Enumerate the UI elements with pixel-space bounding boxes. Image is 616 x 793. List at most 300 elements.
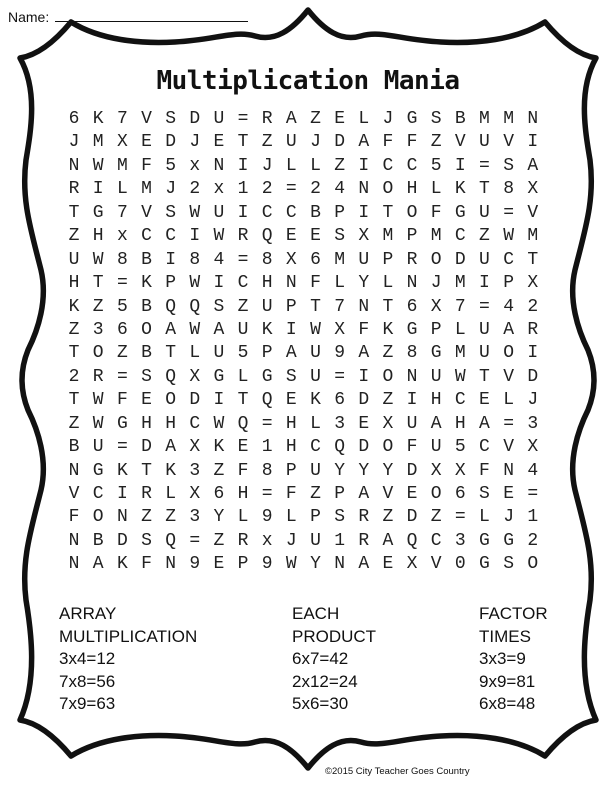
grid-cell: I [189,226,201,247]
grid-cell: Q [165,366,177,387]
grid-cell: N [358,296,370,317]
grid-cell: M [430,226,442,247]
grid-cell: A [92,554,104,575]
word-list-item: 5x6=30 [292,694,349,713]
grid-cell: G [430,343,442,364]
grid-cell: N [406,273,418,294]
grid-cell: F [68,507,80,528]
grid-cell: Z [116,343,128,364]
grid-cell: W [92,249,104,270]
grid-cell: B [141,296,152,317]
grid-cell: A [165,319,177,340]
grid-cell: U [430,366,442,387]
grid-cell: 7 [116,109,128,129]
grid-row [62,131,545,154]
grid-cell: E [310,226,321,247]
grid-cell: J [310,132,321,153]
grid-cell: L [310,413,321,434]
grid-cell: Q [165,530,177,551]
grid-cell: = [189,530,201,551]
grid-cell: I [479,273,490,294]
grid-cell: F [430,202,442,223]
grid-cell: P [261,343,273,364]
grid-cell: T [237,132,249,153]
grid-cell: R [406,249,418,270]
grid-cell: K [454,179,466,200]
grid-cell: U [310,366,321,387]
grid-cell: B [310,202,321,223]
grid-cell: I [406,390,418,411]
grid-cell: N [116,507,128,528]
grid-cell: C [237,273,249,294]
grid-cell: R [68,179,80,200]
grid-row [62,553,545,576]
grid-cell: K [213,437,225,458]
grid-cell: R [261,109,273,129]
grid-cell: M [527,226,539,247]
grid-cell: D [141,437,152,458]
grid-cell: V [141,109,152,129]
grid-cell: S [503,554,514,575]
grid-cell: x [261,530,273,551]
grid-cell: I [237,202,249,223]
grid-cell: P [285,296,297,317]
grid-cell: G [406,319,418,340]
grid-cell: R [358,507,370,528]
grid-cell: 9 [334,343,346,364]
grid-cell: K [68,296,80,317]
grid-cell: D [358,390,370,411]
grid-cell: C [406,155,418,176]
grid-cell: V [454,132,466,153]
grid-cell: 8 [503,179,514,200]
grid-cell: L [334,273,346,294]
grid-cell: L [454,319,466,340]
grid-cell: N [285,273,297,294]
grid-cell: 9 [261,554,273,575]
grid-cell: H [285,437,297,458]
word-list-item: MULTIPLICATION [59,626,198,646]
grid-cell: U [479,343,490,364]
grid-cell: Q [237,413,249,434]
grid-cell: X [116,132,128,153]
grid-cell: H [285,413,297,434]
grid-cell: X [382,413,394,434]
word-list-item: 7x8=56 [59,671,116,691]
grid-cell: D [406,460,418,481]
grid-cell: F [382,132,394,153]
grid-cell: O [382,437,394,458]
grid-cell: Z [430,507,442,528]
grid-cell: U [310,530,321,551]
grid-cell: 2 [527,296,539,317]
grid-cell: G [116,413,128,434]
grid-cell: 3 [189,507,201,528]
grid-cell: I [358,366,370,387]
grid-cell: Q [334,437,346,458]
grid-cell: R [237,226,249,247]
grid-cell: M [503,109,514,129]
grid-cell: N [68,460,80,481]
grid-cell: G [92,460,104,481]
grid-cell: 9 [261,507,273,528]
grid-cell: I [92,179,104,200]
grid-cell: = [285,179,297,200]
grid-cell: T [237,390,249,411]
grid-row [62,530,545,553]
grid-cell: E [237,437,249,458]
grid-cell: B [92,530,104,551]
grid-cell: U [310,460,321,481]
grid-cell: E [285,226,297,247]
grid-cell: A [358,554,370,575]
word-list-item: 2x12=24 [292,671,358,691]
grid-row [62,296,545,319]
grid-cell: L [189,343,201,364]
grid-cell: Q [406,530,418,551]
grid-cell: P [165,273,177,294]
grid-cell: F [358,319,370,340]
grid-cell: 2 [68,366,80,387]
grid-cell: W [213,413,225,434]
grid-cell: T [382,202,394,223]
grid-cell: I [237,155,249,176]
grid-cell: Z [213,530,225,551]
grid-cell: X [285,249,297,270]
name-label: Name: [8,9,50,25]
grid-cell: P [382,249,394,270]
grid-cell: L [382,273,394,294]
grid-cell: M [454,273,466,294]
grid-cell: 6 [68,109,80,129]
grid-cell: W [310,319,321,340]
grid-cell: Z [479,226,490,247]
word-list-column-1 [59,603,197,716]
grid-cell: J [165,179,177,200]
grid-cell: L [358,109,370,129]
word-list-item: 9x9=81 [479,671,536,691]
grid-cell: W [92,390,104,411]
grid-cell: K [92,109,104,129]
grid-cell: L [165,484,177,504]
grid-cell: N [406,366,418,387]
grid-cell: I [527,132,539,153]
grid-cell: H [430,390,442,411]
grid-cell: I [116,484,128,504]
grid-cell: 7 [454,296,466,317]
grid-cell: 5 [430,155,442,176]
grid-cell: N [527,109,539,129]
grid-cell: U [92,437,104,458]
grid-cell: F [141,155,152,176]
grid-cell: D [334,132,346,153]
grid-cell: 1 [334,530,346,551]
grid-cell: Z [165,507,177,528]
grid-cell: W [454,366,466,387]
grid-cell: W [189,273,201,294]
grid-cell: I [285,319,297,340]
grid-cell: Q [189,296,201,317]
grid-cell: P [285,460,297,481]
grid-cell: C [92,484,104,504]
grid-cell: U [68,249,80,270]
grid-cell: H [454,413,466,434]
grid-cell: Y [213,507,225,528]
grid-cell: = [454,507,466,528]
grid-cell: Y [310,554,321,575]
grid-row [62,483,545,506]
grid-cell: Y [334,460,346,481]
grid-cell: T [92,273,104,294]
grid-cell: 5 [116,296,128,317]
grid-row [62,413,545,436]
grid-cell: U [285,132,297,153]
grid-cell: 3 [92,319,104,340]
grid-cell: X [527,437,539,458]
grid-cell: T [68,202,80,223]
grid-cell: 1 [261,437,273,458]
grid-cell: C [261,202,273,223]
grid-cell: U [406,413,418,434]
grid-cell: Q [165,296,177,317]
grid-cell: L [116,179,128,200]
grid-cell: S [479,484,490,504]
grid-cell: F [479,460,490,481]
grid-cell: = [527,484,539,504]
grid-cell: A [527,155,539,176]
grid-cell: V [382,484,394,504]
grid-cell: P [334,202,346,223]
grid-cell: E [334,109,346,129]
grid-cell: W [285,554,297,575]
grid-cell: C [189,413,201,434]
grid-cell: 6 [334,390,346,411]
grid-cell: Y [358,273,370,294]
grid-cell: T [310,296,321,317]
grid-cell: L [237,366,249,387]
grid-cell: Z [310,109,321,129]
grid-cell: R [358,530,370,551]
grid-cell: 1 [527,507,539,528]
grid-cell: = [503,413,514,434]
word-list-item: EACH [292,604,340,623]
grid-cell: P [334,484,346,504]
grid-cell: Z [68,226,80,247]
grid-cell: O [527,554,539,575]
grid-cell: I [527,343,539,364]
grid-cell: C [141,226,152,247]
grid-cell: P [406,226,418,247]
grid-row [62,319,545,342]
grid-cell: E [479,390,490,411]
grid-cell: R [527,319,539,340]
grid-cell: Z [92,296,104,317]
grid-row [62,366,545,389]
grid-cell: F [285,484,297,504]
grid-cell: Z [141,507,152,528]
grid-cell: K [165,460,177,481]
grid-cell: 8 [116,249,128,270]
grid-cell: Z [310,484,321,504]
grid-cell: X [527,273,539,294]
grid-cell: 3 [334,413,346,434]
grid-cell: A [285,343,297,364]
grid-cell: Q [261,390,273,411]
grid-cell: D [189,109,201,129]
grid-cell: Z [68,413,80,434]
grid-cell: C [454,226,466,247]
grid-cell: K [382,319,394,340]
grid-cell: 5 [237,343,249,364]
grid-cell: A [358,484,370,504]
grid-cell: Z [334,155,346,176]
grid-cell: G [213,366,225,387]
grid-cell: = [116,437,128,458]
grid-cell: 4 [334,179,346,200]
grid-cell: O [165,390,177,411]
grid-cell: S [165,202,177,223]
grid-cell: H [92,226,104,247]
grid-row [62,342,545,365]
grid-cell: X [430,460,442,481]
grid-cell: Y [382,460,394,481]
grid-cell: X [358,226,370,247]
grid-cell: N [503,460,514,481]
grid-cell: U [237,319,249,340]
grid-cell: Q [261,226,273,247]
grid-cell: 6 [213,484,225,504]
grid-cell: U [358,249,370,270]
grid-cell: M [382,226,394,247]
grid-cell: D [454,249,466,270]
grid-cell: O [92,343,104,364]
grid-cell: R [237,530,249,551]
grid-row [62,225,545,248]
grid-cell: 9 [189,554,201,575]
grid-cell: 8 [261,249,273,270]
grid-cell: 3 [454,530,466,551]
grid-cell: = [237,249,249,270]
grid-cell: S [165,109,177,129]
grid-cell: F [141,554,152,575]
grid-cell: E [503,484,514,504]
grid-cell: F [310,273,321,294]
grid-cell: U [213,109,225,129]
grid-row [62,460,545,483]
grid-cell: P [310,507,321,528]
grid-cell: 4 [213,249,225,270]
grid-cell: T [479,179,490,200]
grid-cell: F [406,132,418,153]
word-list-column-2 [292,603,376,716]
word-list-item: 6x7=42 [292,649,349,668]
grid-cell: K [141,273,152,294]
grid-cell: x [116,226,128,247]
word-list-item: FACTOR [479,604,548,623]
grid-cell: 5 [454,437,466,458]
grid-cell: X [406,554,418,575]
grid-cell: 6 [116,319,128,340]
grid-cell: C [454,390,466,411]
grid-cell: G [92,202,104,223]
grid-cell: V [141,202,152,223]
grid-cell: E [406,484,418,504]
word-list-column-3 [479,603,548,716]
grid-cell: A [213,319,225,340]
grid-cell: X [527,179,539,200]
grid-cell: N [68,554,80,575]
grid-cell: N [358,179,370,200]
grid-cell: R [92,366,104,387]
word-list-item: PRODUCT [292,626,377,646]
grid-cell: F [116,390,128,411]
grid-cell: E [382,554,394,575]
grid-cell: O [503,343,514,364]
grid-cell: B [141,249,152,270]
grid-cell: 6 [406,296,418,317]
grid-cell: C [479,437,490,458]
grid-cell: E [141,390,152,411]
grid-cell: M [116,155,128,176]
grid-cell: 2 [261,179,273,200]
grid-row [62,249,545,272]
grid-cell: W [503,226,514,247]
grid-cell: A [358,132,370,153]
grid-cell: I [358,155,370,176]
copyright-notice: ©2015 City Teacher Goes Country [325,766,470,777]
grid-cell: 0 [454,554,466,575]
grid-cell: U [213,202,225,223]
grid-cell: 2 [189,179,201,200]
grid-cell: S [285,366,297,387]
grid-cell: = [334,366,346,387]
grid-cell: 4 [527,460,539,481]
grid-cell: S [503,155,514,176]
grid-cell: M [454,343,466,364]
grid-cell: 8 [261,460,273,481]
word-list-item: ARRAY [59,604,117,623]
grid-cell: X [454,460,466,481]
grid-cell: U [213,343,225,364]
grid-cell: Z [382,343,394,364]
grid-cell: J [68,132,80,153]
grid-cell: T [382,296,394,317]
grid-cell: J [285,530,297,551]
grid-cell: D [189,390,201,411]
grid-cell: V [503,366,514,387]
grid-cell: H [165,413,177,434]
grid-cell: F [406,437,418,458]
grid-cell: M [479,109,490,129]
page-title: Multiplication Mania [156,66,460,96]
grid-cell: O [141,319,152,340]
grid-cell: = [237,109,249,129]
grid-cell: S [213,296,225,317]
grid-cell: 6 [454,484,466,504]
grid-cell: J [503,507,514,528]
grid-cell: L [503,390,514,411]
word-search-grid [62,108,545,577]
grid-cell: D [406,507,418,528]
grid-cell: L [285,155,297,176]
grid-cell: J [430,273,442,294]
grid-cell: F [237,460,249,481]
grid-cell: U [479,132,490,153]
grid-cell: C [285,202,297,223]
grid-cell: 6 [310,249,321,270]
grid-cell: O [406,202,418,223]
grid-cell: = [116,273,128,294]
